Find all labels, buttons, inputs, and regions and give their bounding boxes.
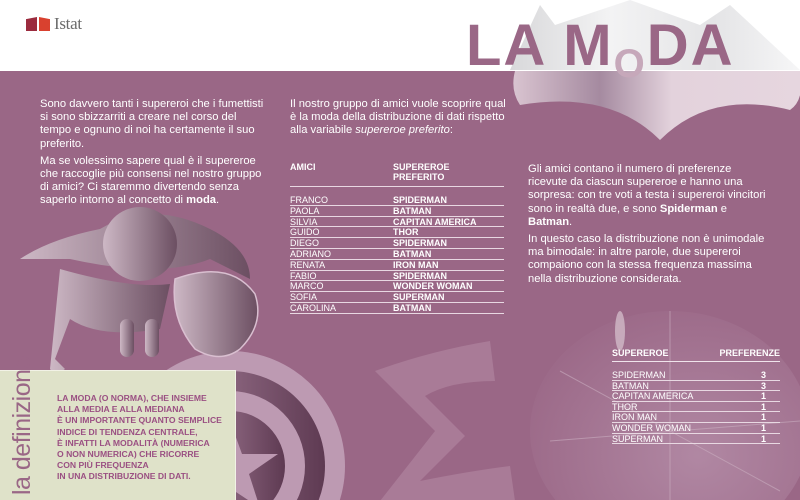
preferences-table-header — [612, 348, 780, 362]
friend-hero: THOR — [393, 227, 419, 238]
pref-hero: THOR — [612, 401, 638, 412]
friend-hero: BATMAN — [393, 205, 432, 216]
friend-hero: SPIDERMAN — [393, 238, 448, 249]
definition-line: IN UNA DISTRIBUZIONE DI DATI. — [57, 471, 191, 482]
result-p1-mid: e — [717, 202, 728, 215]
intro-text — [40, 98, 270, 212]
friend-name: GUIDO — [290, 227, 320, 238]
result-p1-bold2: Batman — [528, 215, 570, 228]
definition-line: O NON NUMERICA) CHE RICORRE — [57, 449, 200, 460]
pref-count: 1 — [760, 412, 766, 423]
pref-count: 1 — [760, 401, 766, 412]
pref-col-preferenze: PREFERENZE — [719, 348, 780, 358]
friends-table-row — [290, 227, 504, 238]
friends-table-row — [290, 217, 504, 228]
logo-mark-right-icon — [39, 17, 50, 31]
definition-line: È INFATTI LA MODALITÀ (NUMERICA — [57, 437, 210, 448]
wonder-woman-emblem-illustration — [370, 341, 550, 500]
pref-hero: IRON MAN — [612, 412, 657, 423]
logo-mark-left-icon — [26, 17, 37, 31]
definition-line: CON PIÙ FREQUENZA — [57, 460, 149, 471]
pref-hero: SPIDERMAN — [612, 370, 666, 380]
intro-p2-bold: moda — [186, 194, 216, 207]
friends-col2-line1: SUPEREROE — [393, 162, 450, 172]
result-p1-text: Gli amici contano il numero di preferenze ricevute da ciascun supereroe e hanno una sorpresa: con tre voti a testa i supereroi vincitori sono in realtà due, e sono — [528, 163, 766, 215]
friends-table-body — [290, 195, 504, 314]
definition-line: INDICE DI TENDENZA CENTRALE, — [57, 426, 198, 437]
pref-hero: WONDER WOMAN — [612, 422, 691, 433]
friends-table-row — [290, 292, 504, 303]
friend-name: MARCO — [290, 281, 324, 292]
friend-name: CAROLINA — [290, 302, 337, 313]
friends-col-amici: AMICI — [290, 162, 316, 172]
friend-name: SOFIA — [290, 292, 318, 303]
logo-text: Istat — [54, 14, 82, 33]
friends-table-row — [290, 281, 504, 292]
title-part1: LA M — [466, 13, 614, 78]
friend-name: FRANCO — [290, 195, 328, 205]
hulk-fist-illustration — [10, 199, 270, 389]
istat-logo — [26, 14, 82, 34]
friend-hero: BATMAN — [393, 248, 432, 259]
friend-name: PAOLA — [290, 205, 320, 216]
pref-count: 3 — [760, 380, 766, 391]
definition-text — [57, 393, 222, 483]
pref-count: 1 — [760, 433, 766, 444]
pref-hero: SUPERMAN — [612, 433, 664, 444]
preferences-table-row — [612, 391, 780, 402]
intro-p2-post: . — [216, 194, 220, 207]
friends-table-header — [290, 162, 504, 187]
preferences-table-row — [612, 402, 780, 413]
pref-col-supereroe: SUPEREROE — [612, 348, 669, 358]
friends-table-row — [290, 303, 504, 314]
goal-text-italic: supereroe preferito — [355, 124, 450, 137]
bat-body-shape — [513, 71, 800, 140]
intro-p2-text: Ma se volessimo sapere qual è il supereroe che raccoglie più consensi nel nostro gruppo di amici? Ci staremmo divertendo senza saperlo intorno al concetto di — [40, 154, 262, 207]
friends-col2-line2: PREFERITO — [393, 172, 445, 182]
goal-text — [290, 98, 515, 142]
pref-count: 3 — [760, 370, 766, 380]
friend-name: DIEGO — [290, 238, 320, 249]
friends-table-row — [290, 206, 504, 217]
intro-paragraph-1: Sono davvero tanti i supereroi che i fumettisti si sono sbizzarriti a creare nel corso del tempo e ognuno di noi ha certamente il suo preferito. — [40, 98, 264, 150]
friends-table-row — [290, 238, 504, 249]
preferences-table-row — [612, 381, 780, 392]
friend-hero: SPIDERMAN — [393, 270, 448, 281]
goal-text-pre: Il nostro gruppo di amici vuole scoprire qual è la moda della distribuzione di dati rispetto alla variabile — [290, 98, 506, 137]
friend-name: RENATA — [290, 259, 326, 270]
friends-table-row — [290, 249, 504, 260]
result-p1-post: . — [569, 215, 573, 228]
friend-hero: SUPERMAN — [393, 292, 445, 303]
friends-table-row — [290, 260, 504, 271]
preferences-table-row — [612, 434, 780, 445]
pref-hero: CAPITAN AMERICA — [612, 391, 694, 402]
friends-table-row — [290, 195, 504, 206]
preferences-table — [612, 348, 780, 444]
result-p1-bold1: Spiderman — [659, 202, 718, 215]
pref-count: 1 — [760, 391, 766, 402]
definition-label: la definizione — [8, 356, 36, 495]
friend-name: FABIO — [290, 270, 317, 281]
definition-line: È UN IMPORTANTE QUANTO SEMPLICE — [57, 415, 222, 426]
friend-hero: BATMAN — [393, 302, 432, 313]
intro-paragraph-2 — [40, 155, 270, 208]
friend-hero: IRON MAN — [393, 259, 439, 270]
friends-col-supereroe — [393, 162, 450, 182]
friend-name: SILVIA — [290, 216, 318, 227]
title-part2: DA — [646, 13, 735, 78]
pref-count: 1 — [760, 422, 766, 433]
friends-table-row — [290, 271, 504, 282]
definition-line: ALLA MEDIA E ALLA MEDIANA — [57, 404, 185, 415]
friend-hero: CAPITAN AMERICA — [393, 216, 477, 227]
definition-box — [0, 356, 236, 500]
preferences-table-row — [612, 423, 780, 434]
definition-line: LA MODA (O NORMA), CHE INSIEME — [57, 393, 207, 403]
title-o: O — [613, 42, 647, 86]
preferences-table-row — [612, 370, 780, 381]
preferences-table-body — [612, 370, 780, 444]
result-paragraph-2: In questo caso la distribuzione non è unimodale ma bimodale: in altre parole, due supereroi compaiono con la stessa frequenza massima nella distribuzione considerata. — [528, 233, 765, 285]
pref-hero: BATMAN — [612, 380, 649, 391]
goal-text-post: : — [449, 124, 453, 137]
friend-name: ADRIANO — [290, 248, 332, 259]
friend-hero: WONDER WOMAN — [393, 281, 473, 292]
result-text — [528, 163, 768, 290]
result-paragraph-1 — [528, 163, 768, 229]
page-title — [466, 12, 735, 86]
friend-hero: SPIDERMAN — [393, 195, 448, 205]
goal-paragraph — [290, 98, 515, 138]
preferences-table-row — [612, 412, 780, 423]
friends-table — [290, 162, 504, 314]
